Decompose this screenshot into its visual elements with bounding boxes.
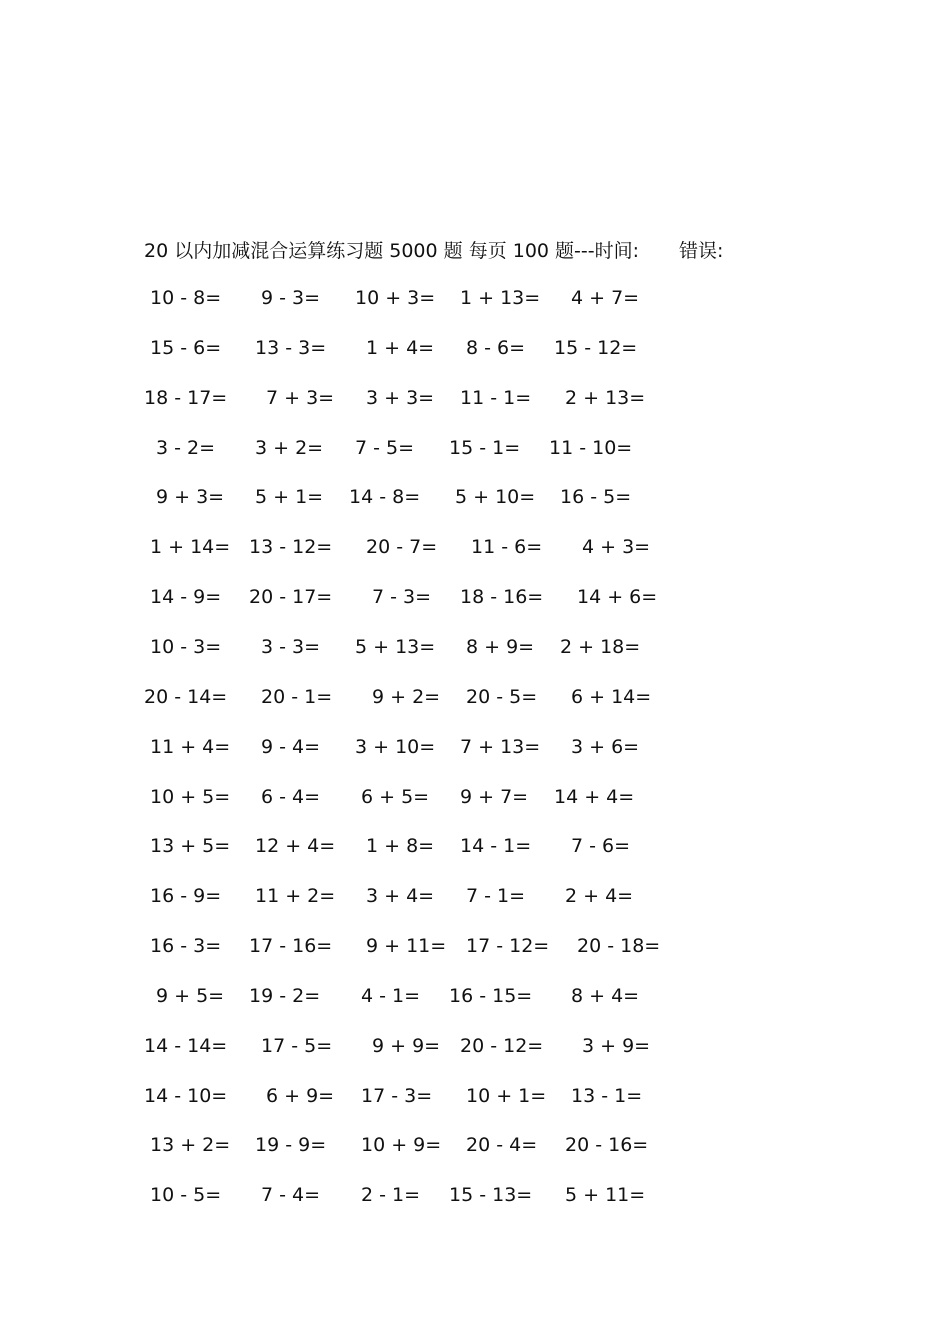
problem-item: 10 - 8= [150,287,222,309]
problem-item: 18 - 16= [460,586,544,609]
problem-item: 3 + 3= [366,386,435,409]
problem-item: 6 + 14= [571,685,652,708]
problem-item: 12 + 4= [255,835,336,858]
problem-item: 15 - 6= [150,336,222,359]
errors-label: 错误: [679,240,724,262]
problem-item: 14 - 14= [144,1034,228,1057]
problem-item: 5 + 10= [455,486,536,509]
problem-item: 11 - 1= [460,386,532,409]
problem-item: 14 - 8= [349,486,421,509]
problem-item: 13 - 1= [571,1084,643,1107]
problem-item: 20 - 14= [144,685,228,708]
problem-item: 7 + 13= [460,735,541,758]
problem-item: 14 + 4= [554,785,635,808]
problem-item: 13 - 12= [249,536,333,559]
problem-item: 3 - 2= [156,436,216,459]
problem-item: 3 + 4= [366,885,435,908]
problem-item: 20 - 17= [249,586,333,609]
problem-item: 8 - 6= [466,336,526,359]
problem-item: 14 - 9= [150,586,222,609]
problem-item: 3 + 10= [355,735,436,758]
problem-item: 10 - 3= [150,635,222,658]
problem-item: 6 - 4= [261,785,321,808]
problem-item: 20 - 18= [577,935,661,958]
problem-item: 15 - 1= [449,436,521,459]
problem-item: 3 + 9= [582,1034,651,1057]
problem-item: 1 + 13= [460,287,541,309]
problem-item: 3 + 2= [255,436,324,459]
problem-item: 20 - 12= [460,1034,544,1057]
problem-item: 17 - 12= [466,935,550,958]
problem-item: 20 - 4= [466,1134,538,1157]
problem-item: 5 + 13= [355,635,436,658]
problem-item: 3 + 6= [571,735,640,758]
problem-item: 2 + 18= [560,635,641,658]
problem-item: 4 + 7= [571,287,640,309]
problem-item: 5 + 11= [565,1184,646,1207]
problem-item: 14 - 10= [144,1084,228,1107]
worksheet-title: 20 以内加减混合运算练习题 5000 题 每页 100 题---时间: [144,240,640,262]
problem-item: 10 + 5= [150,785,231,808]
problem-item: 9 + 7= [460,785,529,808]
problem-item: 9 - 3= [261,287,321,309]
problem-item: 11 - 10= [549,436,633,459]
problem-item: 8 + 9= [466,635,535,658]
problem-item: 14 - 1= [460,835,532,858]
problem-item: 9 + 2= [372,685,441,708]
problem-item: 13 - 3= [255,336,327,359]
problem-item: 1 + 8= [366,835,435,858]
problem-item: 10 + 1= [466,1084,547,1107]
problem-item: 17 - 16= [249,935,333,958]
problem-item: 2 + 13= [565,386,646,409]
problem-item: 9 + 11= [366,935,447,958]
problem-item: 3 - 3= [261,635,321,658]
problem-item: 4 + 3= [582,536,651,559]
problem-item: 6 + 9= [266,1084,335,1107]
problem-item: 9 + 5= [156,984,225,1007]
problem-item: 1 + 4= [366,336,435,359]
problem-item: 20 - 1= [261,685,333,708]
problem-item: 4 - 1= [361,984,421,1007]
problem-item: 20 - 7= [366,536,438,559]
problem-item: 11 + 4= [150,735,231,758]
problem-item: 9 + 3= [156,486,225,509]
problem-item: 7 - 4= [261,1184,321,1207]
problem-item: 5 + 1= [255,486,324,509]
problem-item: 11 - 6= [471,536,543,559]
problem-item: 17 - 3= [361,1084,433,1107]
problem-item: 6 + 5= [361,785,430,808]
problem-item: 15 - 12= [554,336,638,359]
problem-item: 9 - 4= [261,735,321,758]
worksheet-header [144,236,723,263]
problem-item: 7 - 6= [571,835,631,858]
problem-item: 2 + 4= [565,885,634,908]
problem-item: 10 - 5= [150,1184,222,1207]
problem-item: 16 - 3= [150,935,222,958]
problem-item: 13 + 5= [150,835,231,858]
problem-item: 1 + 14= [150,536,231,559]
problem-item: 9 + 9= [372,1034,441,1057]
problem-item: 7 - 3= [372,586,432,609]
problem-item: 11 + 2= [255,885,336,908]
problem-item: 16 - 15= [449,984,533,1007]
problem-item: 2 - 1= [361,1184,421,1207]
problem-item: 7 - 5= [355,436,415,459]
problem-item: 19 - 2= [249,984,321,1007]
problem-item: 19 - 9= [255,1134,327,1157]
problem-item: 16 - 5= [560,486,632,509]
problem-item: 18 - 17= [144,386,228,409]
problem-item: 20 - 5= [466,685,538,708]
problem-item: 17 - 5= [261,1034,333,1057]
problem-item: 20 - 16= [565,1134,649,1157]
problem-item: 7 + 3= [266,386,335,409]
problem-item: 8 + 4= [571,984,640,1007]
problem-item: 16 - 9= [150,885,222,908]
problem-item: 7 - 1= [466,885,526,908]
problem-item: 14 + 6= [577,586,658,609]
problem-item: 10 + 9= [361,1134,442,1157]
problem-item: 10 + 3= [355,287,436,309]
problem-item: 15 - 13= [449,1184,533,1207]
problem-item: 13 + 2= [150,1134,231,1157]
